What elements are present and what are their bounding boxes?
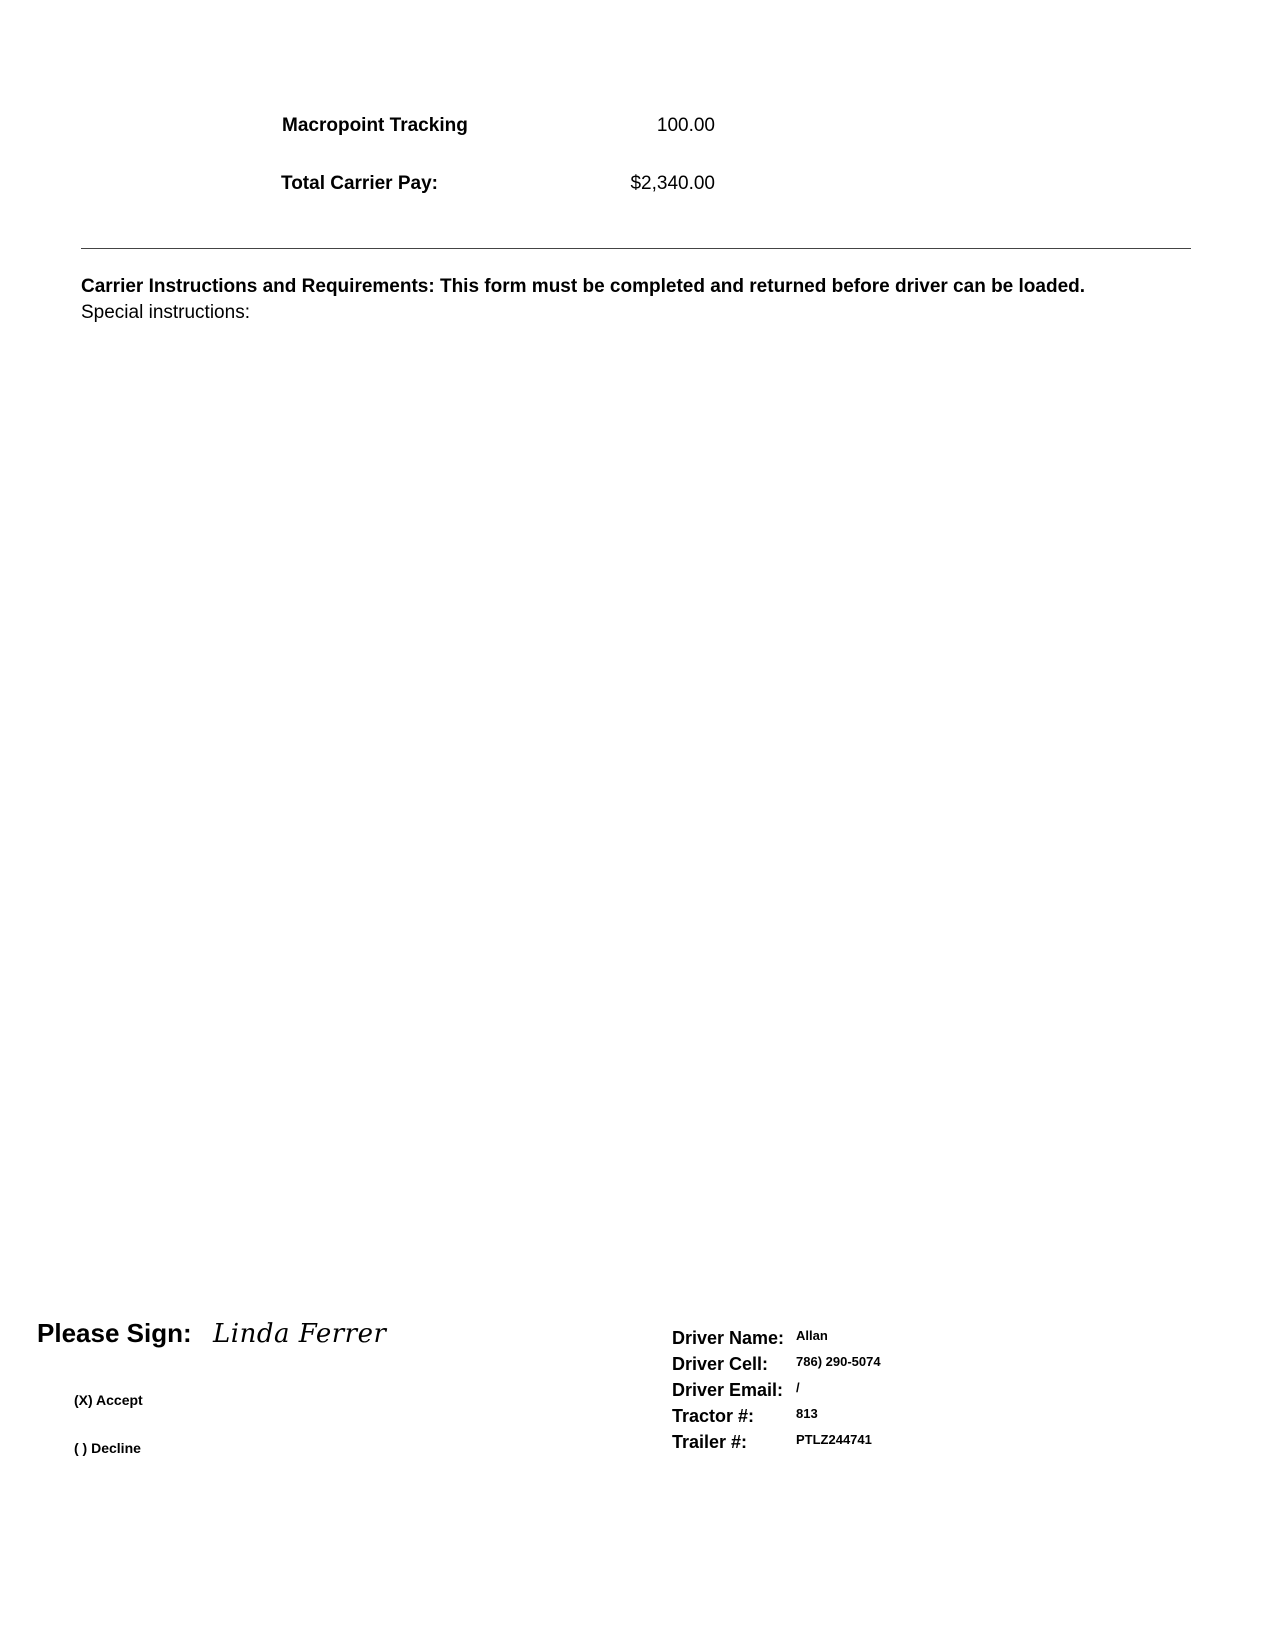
please-sign-label: Please Sign: [37,1318,192,1348]
trailer-number-label: Trailer #: [672,1432,748,1452]
driver-cell-label: Driver Cell: [672,1354,769,1374]
driver-email-value[interactable]: / [796,1380,800,1395]
trailer-number-value[interactable]: PTLZ244741 [796,1432,872,1447]
tractor-number-label: Tractor #: [672,1406,755,1426]
accept-option[interactable]: (X) Accept [74,1392,143,1408]
decline-option[interactable]: ( ) Decline [74,1440,141,1456]
driver-name-value[interactable]: Allan [796,1328,828,1343]
signature-field[interactable]: Linda Ferrer [213,1319,387,1349]
section-divider [81,248,1191,249]
macropoint-tracking-value: 100.00 [656,115,715,136]
carrier-instructions-heading: Carrier Instructions and Requirements: This form must be completed and returned before driver can be loaded. [81,276,1086,297]
driver-name-label: Driver Name: [672,1328,785,1348]
driver-cell-value[interactable]: 786) 290-5074 [796,1354,881,1369]
driver-email-label: Driver Email: [672,1380,784,1400]
special-instructions-label: Special instructions: [81,302,250,323]
total-carrier-pay-value: $2,340.00 [630,173,715,194]
total-carrier-pay-label: Total Carrier Pay: [281,173,438,194]
tractor-number-value[interactable]: 813 [796,1406,818,1421]
macropoint-tracking-label: Macropoint Tracking [282,115,468,136]
